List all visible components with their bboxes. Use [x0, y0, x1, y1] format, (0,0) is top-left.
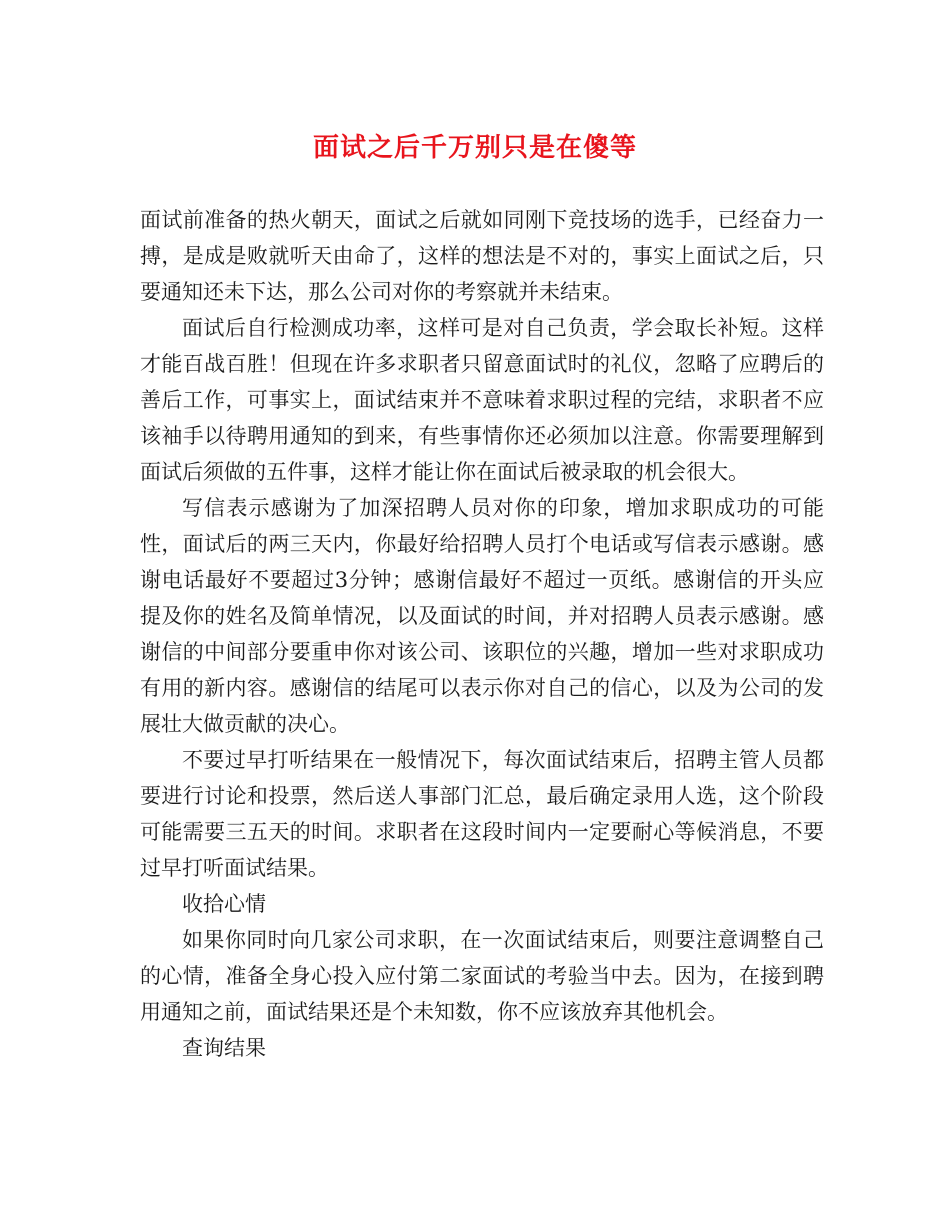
- document-body: [140, 202, 824, 1066]
- paragraph-dont-ask-early: 不要过早打听结果在一般情况下，每次面试结束后，招聘主管人员都要进行讨论和投票，然后送人事部门汇总，最后确定录用人选，这个阶段可能需要三五天的时间。求职者在这段时间内一定要耐心等候消息，不要过早打听面试结果。: [140, 748, 824, 880]
- paragraph-self-check: 面试后自行检测成功率，这样可是对自己负责，学会取长补短。这样才能百战百胜！但现在许多求职者只留意面试时的礼仪，忽略了应聘后的善后工作，可事实上，面试结束并不意味着求职过程的完结，求职者不应该袖手以待聘用通知的到来，有些事情你还必须加以注意。你需要理解到面试后须做的五件事，这样才能让你在面试后被录取的机会很大。: [140, 316, 824, 484]
- paragraph-mood: 如果你同时向几家公司求职，在一次面试结束后，则要注意调整自己的心情，准备全身心投入应付第二家面试的考验当中去。因为，在接到聘用通知之前，面试结果还是个未知数，你不应该放弃其他机会。: [140, 928, 824, 1024]
- section-heading-query-results: 查询结果: [182, 1036, 266, 1060]
- paragraph-intro: 面试前准备的热火朝天，面试之后就如同刚下竞技场的选手，已经奋力一搏，是成是败就听天由命了，这样的想法是不对的，事实上面试之后，只要通知还未下达，那么公司对你的考察就并未结束。: [140, 208, 824, 304]
- paragraph-thank-you-letter: 写信表示感谢为了加深招聘人员对你的印象，增加求职成功的可能性，面试后的两三天内，你最好给招聘人员打个电话或写信表示感谢。感谢电话最好不要超过3分钟；感谢信最好不超过一页纸。感谢信的开头应提及你的姓名及简单情况，以及面试的时间，并对招聘人员表示感谢。感谢信的中间部分要重申你对该公司、该职位的兴趣，增加一些对求职成功有用的新内容。感谢信的结尾可以表示你对自己的信心，以及为公司的发展壮大做贡献的决心。: [140, 496, 824, 736]
- document-title: 面试之后千万别只是在傻等: [312, 133, 637, 163]
- section-heading-mood: 收拾心情: [182, 892, 266, 916]
